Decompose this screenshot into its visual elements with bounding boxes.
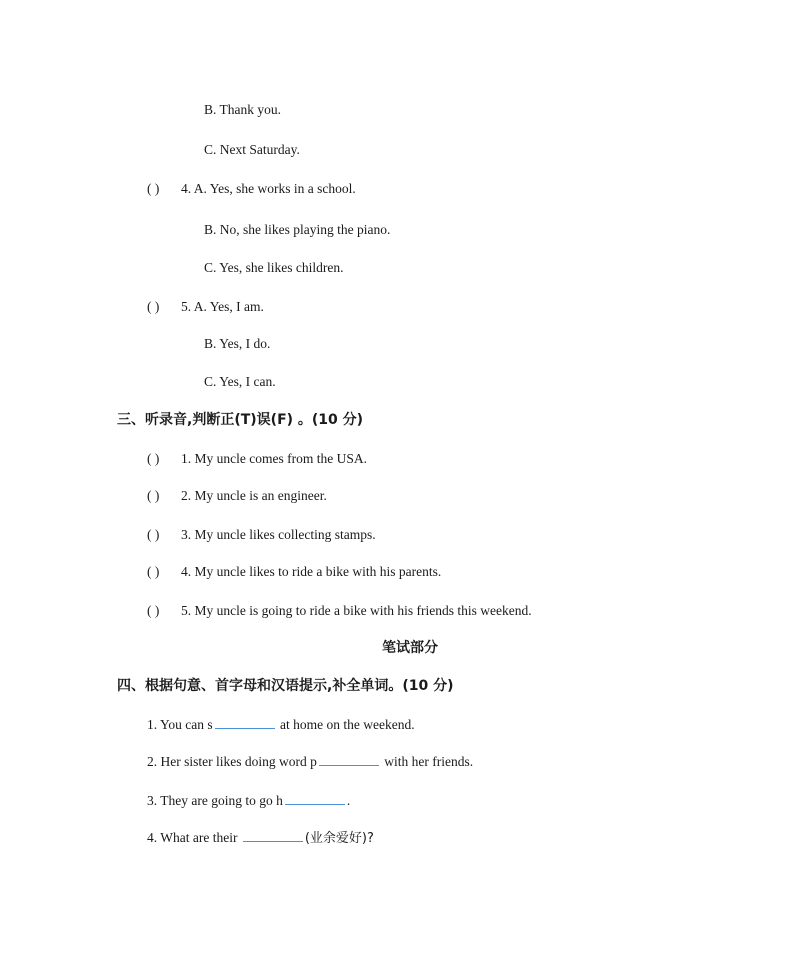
option-c-q4: C. Yes, she likes children. — [204, 260, 344, 275]
tf-item-2 — [147, 487, 327, 505]
fill-blank[interactable] — [243, 829, 303, 842]
fill-text-after: at home on the weekend. — [276, 717, 415, 732]
tf-text: 5. My uncle is going to ride a bike with his friends this weekend. — [181, 603, 532, 618]
answer-paren[interactable]: ( ) — [147, 299, 160, 314]
option-a: A. Yes, I am. — [193, 299, 264, 314]
question-number: 5. — [181, 299, 192, 314]
fill-blank[interactable] — [215, 716, 275, 729]
tf-text: 2. My uncle is an engineer. — [181, 488, 327, 503]
option-b-q3: B. Thank you. — [204, 102, 281, 117]
tf-item-1 — [147, 450, 367, 468]
tf-text: 1. My uncle comes from the USA. — [181, 451, 367, 466]
fill-blank[interactable] — [319, 753, 379, 766]
fill-item-1 — [147, 716, 415, 734]
tf-item-3 — [147, 526, 376, 544]
fill-item-2 — [147, 753, 473, 771]
answer-paren[interactable]: ( ) — [147, 181, 160, 196]
question-5 — [147, 298, 264, 316]
fill-item-3 — [147, 792, 350, 810]
answer-paren[interactable]: ( ) — [147, 451, 160, 466]
answer-paren[interactable]: ( ) — [147, 527, 160, 542]
fill-text-before: 1. You can s — [147, 717, 213, 732]
option-c-q5: C. Yes, I can. — [204, 374, 276, 389]
fill-text-after: with her friends. — [380, 754, 474, 769]
option-c-q3: C. Next Saturday. — [204, 142, 300, 157]
option-b-q5: B. Yes, I do. — [204, 336, 271, 351]
fill-text-before: 3. They are going to go h — [147, 793, 283, 808]
fill-text-before: 2. Her sister likes doing word p — [147, 754, 317, 769]
question-4 — [147, 180, 356, 198]
written-part-title: 笔试部分 — [382, 640, 438, 656]
answer-paren[interactable]: ( ) — [147, 564, 160, 579]
answer-paren[interactable]: ( ) — [147, 488, 160, 503]
section-3-heading: 三、听录音,判断正(T)误(F) 。(10 分) — [117, 412, 364, 428]
option-a: A. Yes, she works in a school. — [193, 181, 356, 196]
fill-blank[interactable] — [285, 792, 345, 805]
tf-item-4 — [147, 563, 441, 581]
tf-text: 3. My uncle likes collecting stamps. — [181, 527, 376, 542]
answer-paren[interactable]: ( ) — [147, 603, 160, 618]
fill-text-after: (业余爱好)? — [304, 831, 374, 846]
tf-text: 4. My uncle likes to ride a bike with his parents. — [181, 564, 442, 579]
option-b-q4: B. No, she likes playing the piano. — [204, 222, 391, 237]
fill-item-4 — [147, 829, 374, 848]
section-4-heading: 四、根据句意、首字母和汉语提示,补全单词。(10 分) — [117, 678, 454, 694]
fill-text-after: . — [346, 793, 351, 808]
tf-item-5 — [147, 602, 532, 620]
question-number: 4. — [181, 181, 192, 196]
fill-text-before: 4. What are their — [147, 830, 241, 845]
